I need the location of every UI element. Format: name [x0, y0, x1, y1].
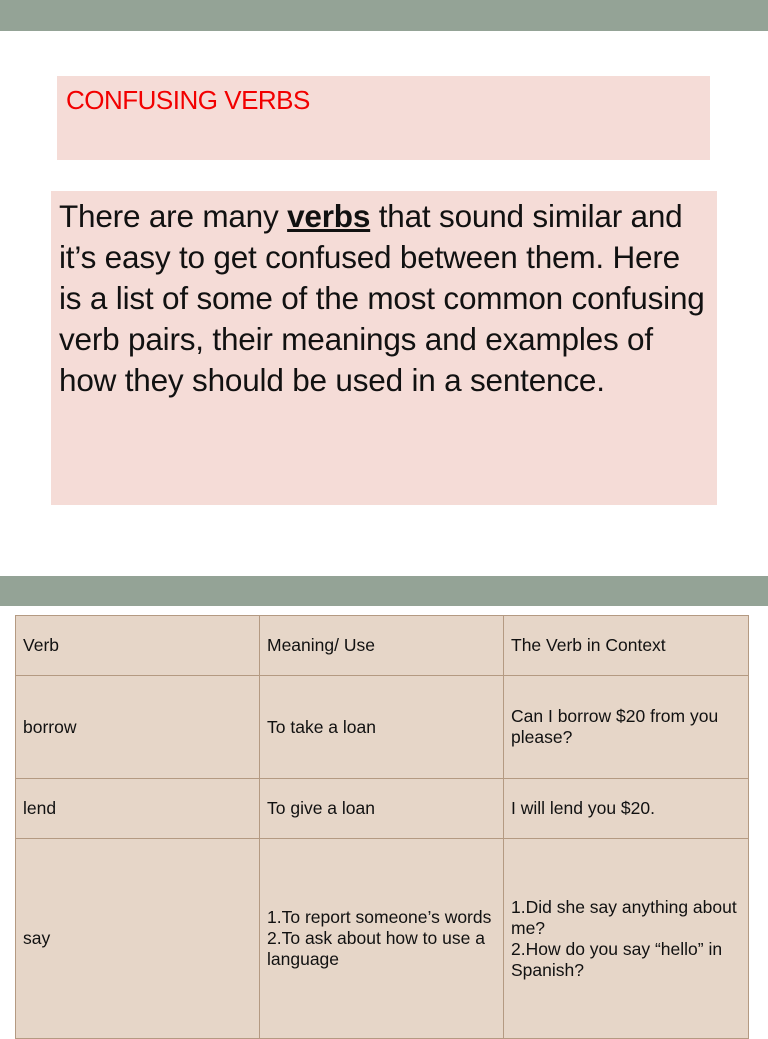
cell-verb: say — [16, 839, 260, 1039]
cell-meaning — [260, 839, 504, 1039]
intro-panel — [51, 191, 717, 505]
context-line: Can I borrow $20 from you please? — [511, 706, 719, 747]
intro-paragraph — [59, 196, 709, 401]
cell-context — [504, 676, 749, 779]
cell-verb: lend — [16, 779, 260, 839]
meaning-line: To take a loan — [267, 716, 376, 737]
meaning-line: 1.To report someone’s words — [267, 907, 492, 927]
context-line: I will lend you $20. — [511, 798, 655, 818]
table-row — [16, 676, 749, 779]
context-line: 2.How do you say “hello” in Spanish? — [511, 938, 723, 980]
title-panel — [57, 76, 710, 160]
table-row — [16, 779, 749, 839]
cell-context — [504, 839, 749, 1039]
confusing-verbs-table — [15, 615, 749, 1039]
header-meaning: Meaning/ Use — [260, 616, 504, 676]
cell-context — [504, 779, 749, 839]
intro-keyword: verbs — [287, 198, 371, 234]
context-line: 1.Did she say anything about me? — [511, 896, 737, 938]
meaning-line: To give a loan — [267, 798, 375, 818]
intro-text-start: There are many — [59, 198, 288, 234]
header-context: The Verb in Context — [504, 616, 749, 676]
intro-text-end: that sound similar and it’s easy to get confused between them. Here is a list of some of the most common confusing verb pairs, their meanings and examples of how they should be used in a sentence. — [59, 198, 705, 398]
section-divider-band — [0, 576, 768, 606]
table-header-row — [16, 616, 749, 676]
table-row — [16, 839, 749, 1039]
cell-meaning — [260, 676, 504, 779]
header-verb: Verb — [16, 616, 260, 676]
meaning-line: 2.To ask about how to use a language — [267, 928, 485, 969]
cell-verb: borrow — [16, 676, 260, 779]
top-divider-band — [0, 0, 768, 31]
page-title: CONFUSING VERBS — [66, 85, 310, 115]
cell-meaning — [260, 779, 504, 839]
